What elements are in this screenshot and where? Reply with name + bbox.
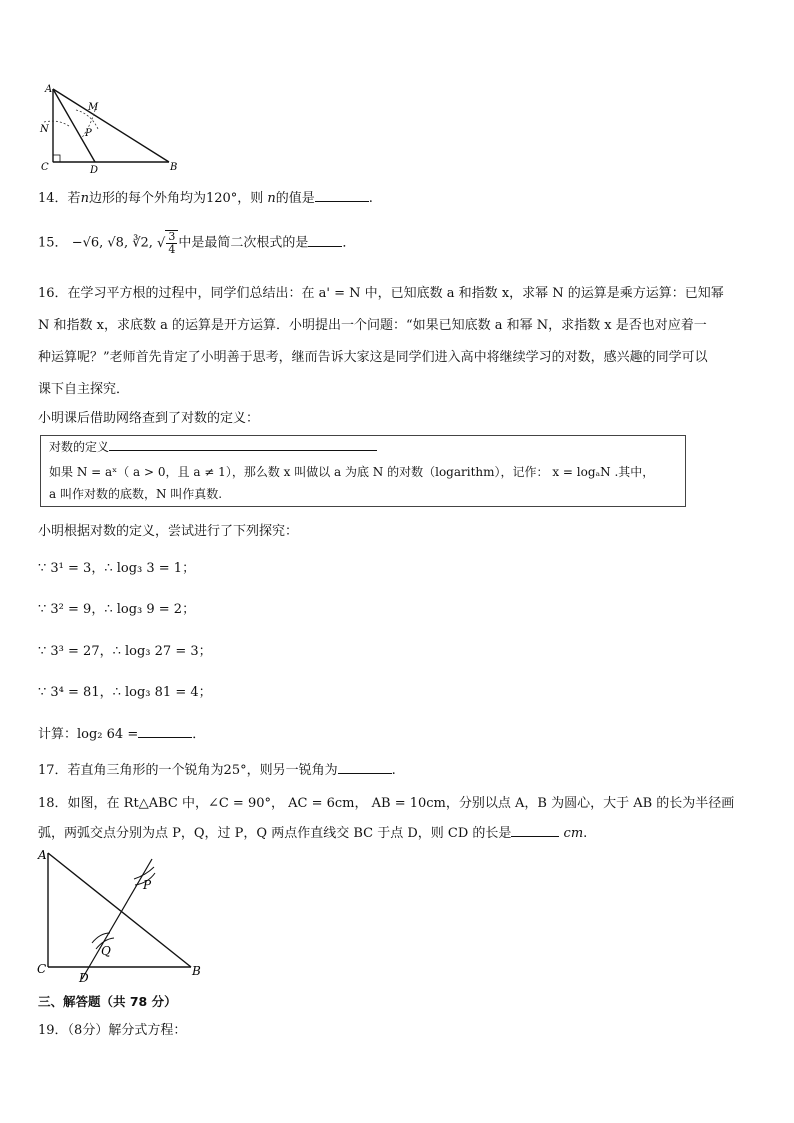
q16-step-3: ∵ 3³ = 27，∴ log₃ 27 = 3； [38, 644, 212, 659]
q14-text-a: 若 [67, 191, 81, 206]
answer-blank[interactable] [338, 761, 392, 774]
answer-blank[interactable] [315, 189, 369, 202]
calc-text: 计算：log₂ 64 = [38, 727, 139, 742]
q18-text-2: 弧，两弧交点分别为点 P，Q，过 P，Q 两点作直线交 BC 于点 D，则 CD 的长是 [38, 826, 512, 841]
figure-triangle-1 [36, 84, 186, 176]
q16-text-1: 在学习平方根的过程中，同学们总结出：在 a' = N 中，已知底数 a 和指数 x，求幂 N 的运算是乘方运算：已知幂 [67, 286, 724, 301]
question-17 [38, 759, 396, 778]
fig1-label-P: P [85, 128, 92, 139]
q16-line-4: 课下自主探究． [38, 382, 130, 397]
q16-calc [38, 723, 205, 742]
title-underline [109, 438, 377, 451]
question-number: 15． [38, 235, 68, 251]
fraction-denominator: 4 [168, 243, 176, 256]
question-15 [38, 230, 355, 256]
question-14 [38, 187, 373, 206]
box-title [49, 438, 377, 455]
fraction-numerator: 3 [168, 230, 176, 243]
fig1-label-A: A [45, 84, 53, 95]
q15-radicals: −√6, √8, ∛2, [71, 235, 153, 251]
q16-step-4: ∵ 3⁴ = 81，∴ log₃ 81 = 4； [38, 685, 212, 700]
fig2-label-P: P [143, 878, 152, 892]
fig1-label-D: D [90, 165, 99, 176]
answer-blank[interactable] [308, 234, 342, 247]
question-number: 19． [38, 1023, 68, 1038]
section-heading: 三、解答题（共 78 分） [38, 994, 177, 1009]
q16-step-1: ∵ 3¹ = 3，∴ log₃ 3 = 1； [38, 561, 196, 576]
fig2-label-A: A [38, 848, 47, 862]
answer-blank[interactable] [511, 824, 559, 837]
fig2-label-D: D [79, 971, 89, 985]
q14-var-n: n [80, 191, 89, 206]
question-number: 16． [38, 286, 68, 301]
fig1-label-C: C [41, 162, 49, 173]
q16-step-2: ∵ 3² = 9，∴ log₃ 9 = 2； [38, 602, 196, 617]
fig1-label-N: N [40, 124, 49, 135]
fig1-label-B: B [170, 162, 178, 173]
question-number: 18． [38, 796, 68, 811]
q18-line-2 [38, 822, 587, 841]
q14-var-n2: n [267, 191, 276, 206]
unit-cm: cm [563, 826, 584, 841]
fig1-label-M: M [88, 102, 99, 113]
question-number: 14． [38, 191, 68, 206]
sqrt-fraction: √ $\frac{3}{4}$ [157, 236, 178, 251]
q18-text-1: 如图，在 Rt△ABC 中，∠C = 90°， AC = 6cm， AB = 10cm，分别以点 A，B 为圆心，大于 AB 的长为半径画 [67, 796, 735, 811]
calc-end: ． [192, 727, 206, 742]
question-19 [38, 1019, 186, 1038]
q15-text: 中是最简二次根式的是 [178, 235, 309, 251]
q16-line-1 [38, 282, 724, 301]
q16-line-3: 种运算呢？”老师首先肯定了小明善于思考，继而告诉大家这是同学们进入高中将继续学习的对数，感兴趣的同学可以 [38, 350, 708, 365]
question-number: 17． [38, 763, 68, 778]
q14-text-b: 边形的每个外角均为120°，则 [88, 191, 264, 206]
logarithm-definition-box [40, 435, 686, 507]
fig2-label-C: C [37, 962, 47, 976]
q15-end: ． [342, 235, 356, 251]
q17-text: 若直角三角形的一个锐角为25°，则另一锐角为 [67, 763, 338, 778]
q17-end: . [391, 763, 396, 778]
q19-text: （8分）解分式方程： [67, 1023, 187, 1038]
q18-line-1 [38, 792, 734, 811]
box-line-2: a 叫作对数的底数，N 叫作真数. [49, 487, 223, 501]
q18-end: . [583, 826, 588, 841]
q16-line-2: N 和指数 x，求底数 a 的运算是开方运算．小明提出一个问题：“如果已知底数 a 和幂 N，求指数 x 是否也对应着一 [38, 318, 707, 333]
q14-end: . [368, 191, 373, 206]
q14-text-c: 的值是 [275, 191, 315, 206]
box-line-1: 如果 N = aˣ（ a > 0，且 a ≠ 1），那么数 x 叫做以 a 为底 N 的对数（logarithm），记作： x = logₐN .其中， [49, 465, 655, 479]
q16-line-6: 小明根据对数的定义，尝试进行了下列探究： [38, 524, 299, 539]
fig2-label-Q: Q [101, 944, 111, 958]
box-title-text: 对数的定义 [49, 440, 110, 454]
answer-blank[interactable] [138, 725, 192, 738]
fig2-label-B: B [192, 964, 201, 978]
figure-triangle-2 [34, 845, 209, 985]
q16-line-5: 小明课后借助网络查到了对数的定义： [38, 411, 260, 426]
